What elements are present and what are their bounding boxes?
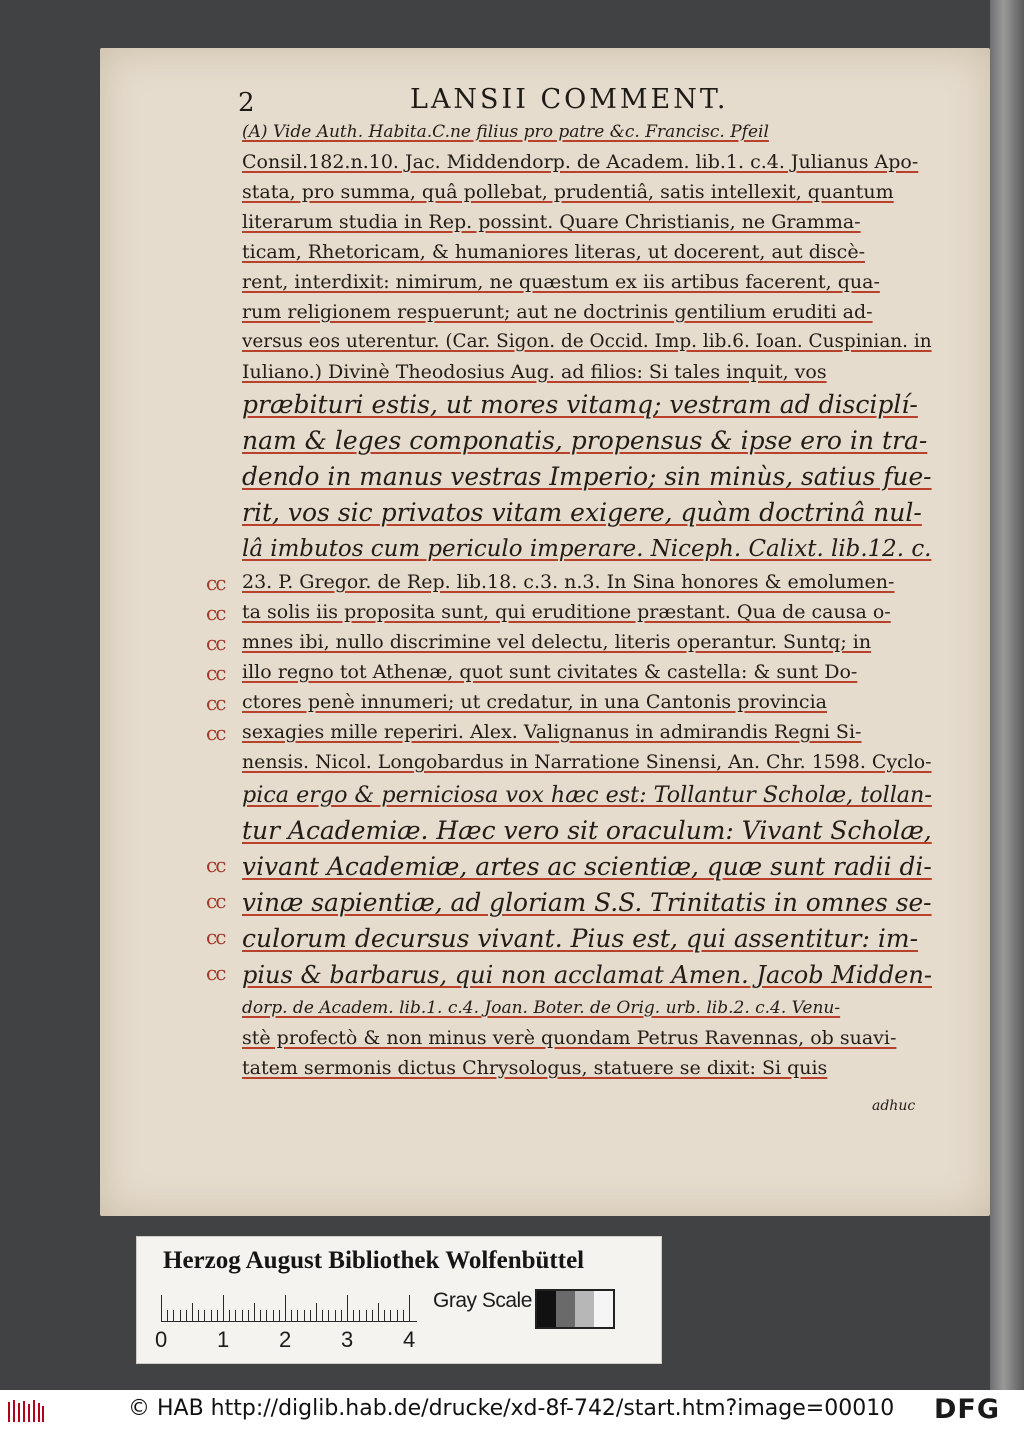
ruler-tick (359, 1310, 360, 1321)
ruler-tick (310, 1310, 311, 1321)
ruler-tick (254, 1303, 255, 1321)
footer-url-text: © HAB http://diglib.hab.de/drucke/xd-8f-742/start.htm?image=00010 (128, 1396, 895, 1421)
text-line: mnes ibi, nullo discrimine vel delectu, literis operantur. Suntq; in (242, 631, 872, 653)
page-text (242, 117, 932, 1083)
ruler-tick (390, 1310, 391, 1321)
running-head: LANSII COMMENT. (410, 84, 729, 115)
text-line: culorum decursus vivant. Pius est, qui assentitur: im- (242, 924, 919, 953)
text-line: Consil.182.n.10. Jac. Middendorp. de Academ. lib.1. c.4. Julianus Apo- (242, 151, 919, 173)
scale-ruler (161, 1293, 417, 1322)
quote-mark: cc (206, 571, 225, 595)
gray-scale-swatches (535, 1289, 615, 1329)
quote-mark: cc (206, 661, 225, 685)
text-line: rit, vos sic privatos vitam exigere, quàm doctrinâ nul- (242, 498, 922, 527)
text-line: 23. P. Gregor. de Rep. lib.18. c.3. n.3. In Sina honores & emolumen- (242, 571, 895, 593)
text-line: nam & leges componatis, propensus & ipse ero in tra- (242, 426, 928, 455)
ruler-tick (273, 1310, 274, 1321)
quote-mark: cc (206, 889, 225, 913)
text-line: ticam, Rhetoricam, & humaniores literas, ut docerent, aut discè- (242, 241, 865, 263)
ruler-tick (322, 1310, 323, 1321)
ruler-tick (235, 1310, 236, 1321)
page-number: 2 (238, 88, 255, 118)
text-line: rent, interdixit: nimirum, ne quæstum ex iis artibus facerent, qua- (242, 271, 880, 293)
text-line: Iuliano.) Divinè Theodosius Aug. ad filios: Si tales inquit, vos (242, 361, 827, 383)
ruler-tick (384, 1310, 385, 1321)
text-line: rum religionem respuerunt; aut ne doctrinis gentilium eruditi ad- (242, 301, 873, 323)
text-line: stè profectò & non minus verè quondam Petrus Ravennas, ob suavi- (242, 1027, 897, 1049)
text-line: tur Academiæ. Hæc vero sit oraculum: Vivant Scholæ, (242, 816, 932, 845)
ruler-tick (266, 1310, 267, 1321)
card-title: Herzog August Bibliothek Wolfenbüttel (163, 1247, 585, 1274)
ruler-tick (297, 1310, 298, 1321)
ruler-tick (248, 1310, 249, 1321)
text-line: dendo in manus vestras Imperio; sin minùs, satius fue- (242, 462, 932, 491)
text-line: præbituri estis, ut mores vitamq; vestram ad disciplí- (242, 390, 918, 419)
dfg-logo: DFG (934, 1394, 1001, 1425)
quote-mark: cc (206, 601, 225, 625)
ruler-tick (217, 1310, 218, 1321)
ruler-tick (173, 1310, 174, 1321)
ruler-tick (304, 1310, 305, 1321)
ruler-number: 3 (341, 1327, 354, 1352)
ruler-number: 1 (217, 1327, 230, 1352)
catchword: adhuc (872, 1098, 916, 1114)
ruler-tick (316, 1303, 317, 1321)
ruler-tick (211, 1310, 212, 1321)
quote-mark: cc (206, 631, 225, 655)
ruler-tick (353, 1310, 354, 1321)
text-line: ta solis iis proposita sunt, qui eruditione præstant. Qua de causa o- (242, 601, 891, 623)
ruler-tick (167, 1310, 168, 1321)
scanner-edge (990, 0, 1024, 1390)
ruler-tick (341, 1310, 342, 1321)
ruler-tick (279, 1310, 280, 1321)
text-line: illo regno tot Athenæ, quot sunt civitates & castella: & sunt Do- (242, 661, 858, 683)
gray-swatch (556, 1291, 575, 1327)
footer-bar (0, 1390, 1024, 1432)
ruler-tick (242, 1310, 243, 1321)
ruler-number: 2 (279, 1327, 292, 1352)
text-line: vivant Academiæ, artes ac scientiæ, quæ sunt radii di- (242, 852, 932, 881)
gray-scale-label: Gray Scale (433, 1289, 532, 1312)
ruler-tick (223, 1295, 224, 1321)
quote-mark: cc (206, 925, 225, 949)
ruler-tick (260, 1310, 261, 1321)
text-line: ctores penè innumeri; ut credatur, in una Cantonis provincia (242, 691, 827, 713)
ruler-tick (397, 1310, 398, 1321)
ruler-tick (180, 1310, 181, 1321)
ruler-tick (335, 1310, 336, 1321)
hab-logo-icon (6, 1398, 46, 1424)
text-line: dorp. de Academ. lib.1. c.4. Joan. Boter. de Orig. urb. lib.2. c.4. Venu- (242, 998, 841, 1018)
text-line: pica ergo & perniciosa vox hæc est: Tollantur Scholæ, tollan- (242, 782, 932, 808)
text-line: lâ imbutos cum periculo imperare. Niceph. Calixt. lib.12. c. (242, 536, 932, 562)
ruler-tick (198, 1310, 199, 1321)
quote-mark: cc (206, 853, 225, 877)
text-line: (A) Vide Auth. Habita.C.ne filius pro patre &c. Francisc. Pfeil (242, 122, 769, 142)
text-line: pius & barbarus, qui non acclamat Amen. Jacob Midden- (242, 961, 932, 989)
text-line: vinæ sapientiæ, ad gloriam S.S. Trinitatis in omnes se- (242, 888, 932, 917)
color-card (136, 1236, 662, 1364)
ruler-tick (366, 1310, 367, 1321)
quote-mark: cc (206, 961, 225, 985)
ruler-number: 0 (155, 1327, 168, 1352)
gray-swatch (575, 1291, 594, 1327)
ruler-tick (229, 1310, 230, 1321)
ruler-tick (161, 1295, 162, 1321)
text-line: sexagies mille reperiri. Alex. Valignanus in admirandis Regni Si- (242, 721, 862, 743)
ruler-tick (285, 1295, 286, 1321)
ruler-tick (192, 1303, 193, 1321)
gray-swatch (594, 1291, 613, 1327)
ruler-tick (372, 1310, 373, 1321)
ruler-number: 4 (403, 1327, 416, 1352)
gray-swatch (537, 1291, 556, 1327)
ruler-tick (378, 1303, 379, 1321)
text-line: versus eos uterentur. (Car. Sigon. de Occid. Imp. lib.6. Ioan. Cuspinian. in (242, 331, 932, 352)
quote-mark: cc (206, 691, 225, 715)
ruler-tick (409, 1295, 410, 1321)
quote-mark: cc (206, 721, 225, 745)
text-line: stata, pro summa, quâ pollebat, prudentiâ, satis intellexit, quantum (242, 181, 894, 203)
text-line: tatem sermonis dictus Chrysologus, statuere se dixit: Si quis (242, 1057, 828, 1079)
ruler-tick (347, 1295, 348, 1321)
ruler-tick (186, 1310, 187, 1321)
ruler-tick (204, 1310, 205, 1321)
ruler-tick (328, 1310, 329, 1321)
text-line: nensis. Nicol. Longobardus in Narratione Sinensi, An. Chr. 1598. Cyclo- (242, 751, 932, 773)
ruler-tick (403, 1310, 404, 1321)
text-line: literarum studia in Rep. possint. Quare Christianis, ne Gramma- (242, 211, 861, 233)
ruler-tick (291, 1310, 292, 1321)
